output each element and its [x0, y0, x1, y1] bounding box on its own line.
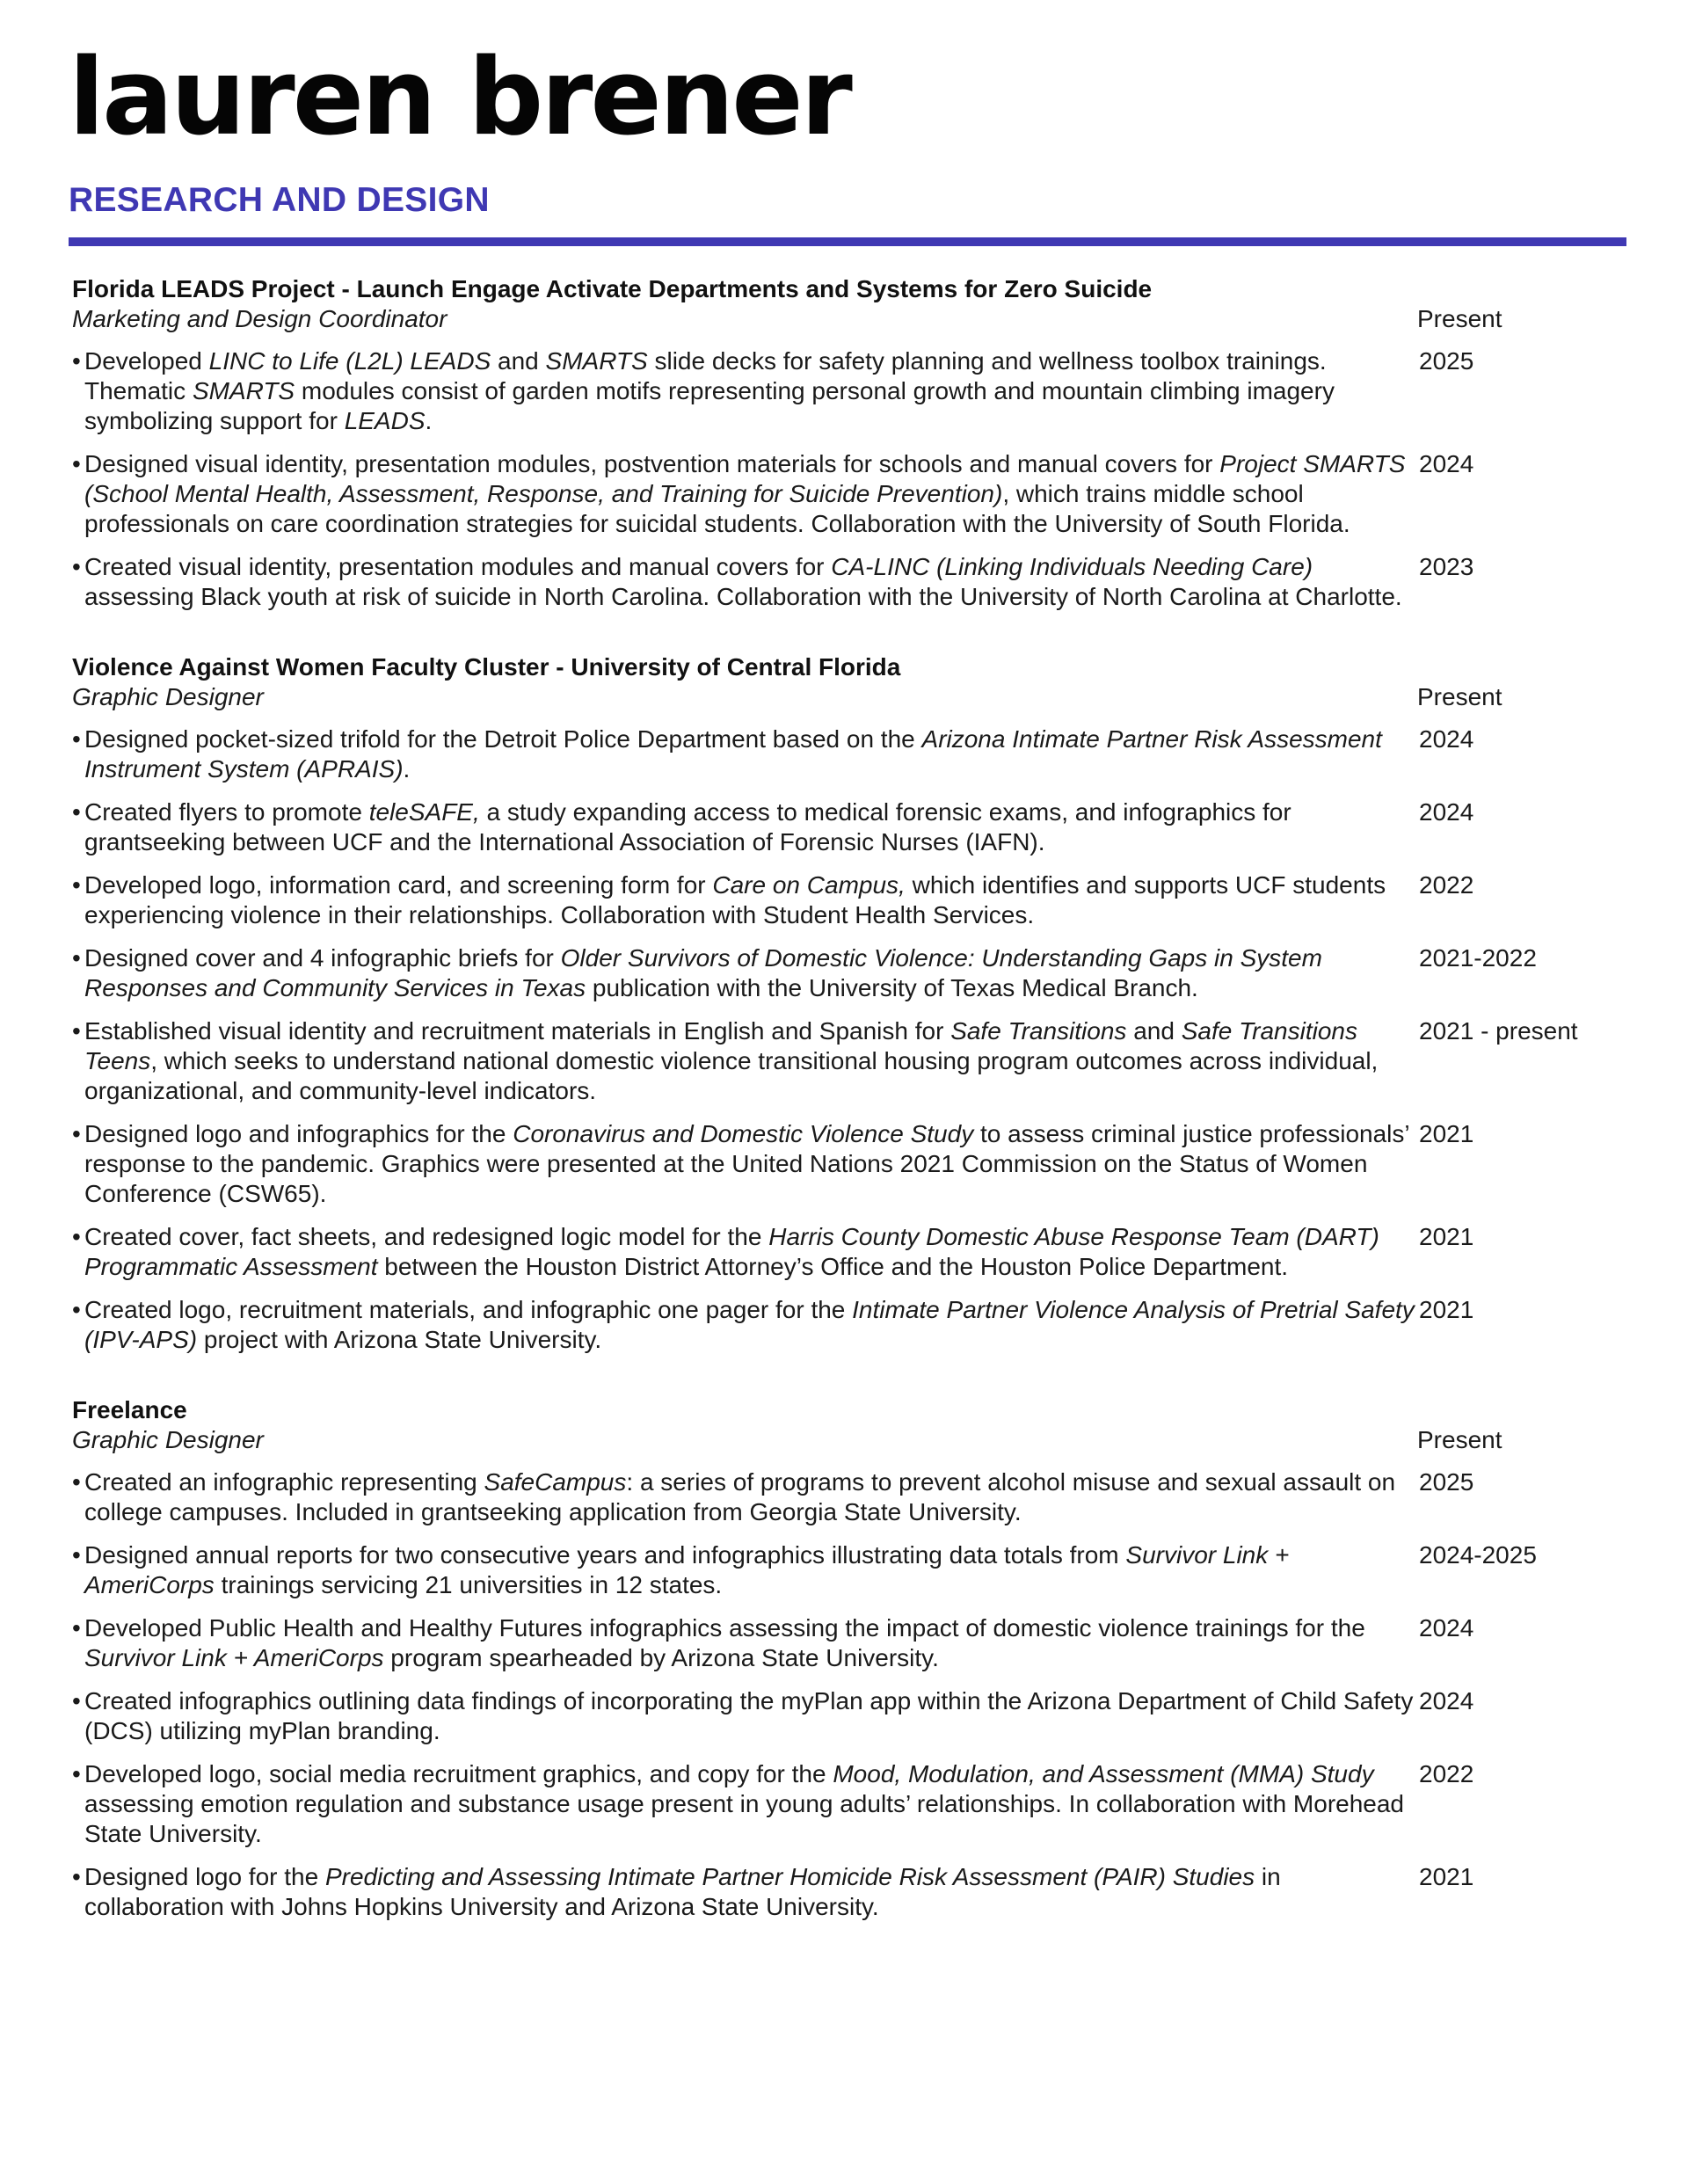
italic-title: Project SMARTS (School Mental Health, Assessment, Response, and Training for Suicide Prevention) — [84, 450, 1406, 507]
text-run: assessing Black youth at risk of suicide in North Carolina. Collaboration with the University of North Carolina at Charlotte. — [84, 583, 1402, 610]
text-run: and — [1126, 1017, 1182, 1045]
entry-year: 2024 — [1419, 725, 1474, 753]
entry-description — [84, 724, 1419, 784]
entry-year: 2024-2025 — [1419, 1541, 1537, 1569]
resume-content — [72, 274, 1602, 1935]
italic-title: Harris County Domestic Abuse Response Team (DART) Programmatic Assessment — [84, 1223, 1379, 1280]
text-run: to assess criminal justice professionals’ response to the pandemic. Graphics were presented at the United Nations 2021 Commission on the Status of Women Conference (CSW65). — [84, 1120, 1409, 1207]
entry-description — [84, 1540, 1419, 1600]
bullet-icon: • — [72, 1863, 81, 1890]
italic-title: Predicting and Assessing Intimate Partner Homicide Risk Assessment (PAIR) Studies — [324, 1863, 1255, 1890]
entry-item — [72, 870, 1602, 930]
italic-title: Survivor Link + AmeriCorps — [84, 1644, 384, 1671]
text-run: : a series of programs to prevent alcohol misuse and sexual assault on college campuses. Included in grantseeking application from Georgia State University. — [84, 1468, 1396, 1525]
resume-subtitle: RESEARCH AND DESIGN — [69, 181, 490, 219]
text-run: a study expanding access to medical forensic exams, and infographics for grantseeking between UCF and the International Association of Forensic Nurses (IAFN). — [84, 798, 1291, 855]
italic-title: Care on Campus, — [712, 871, 906, 899]
italic-title: SafeCampus — [484, 1468, 627, 1496]
italic-title: Safe Transitions Teens — [84, 1017, 1357, 1074]
entry-list — [72, 724, 1602, 1355]
entry-item — [72, 1686, 1602, 1746]
bullet-icon: • — [72, 871, 81, 899]
bullet-icon: • — [72, 1541, 81, 1569]
entry-year: 2021-2022 — [1419, 944, 1537, 972]
text-run: Created flyers to promote — [84, 798, 369, 826]
text-run: which identifies and supports UCF students experiencing violence in their relationships. Collaboration with Student Health Services. — [84, 871, 1386, 928]
entry-description — [84, 943, 1419, 1003]
text-run: trainings servicing 21 universities in 12 states. — [214, 1571, 723, 1598]
entry-year: 2024 — [1419, 1687, 1474, 1714]
experience-section — [72, 652, 1602, 1355]
text-run: Created infographics outlining data findings of incorporating the myPlan app within the Arizona Department of Child Safety (DCS) utilizing myPlan branding. — [84, 1687, 1414, 1744]
entry-description — [84, 1119, 1419, 1209]
entry-item — [72, 346, 1602, 436]
bullet-icon: • — [72, 450, 81, 477]
entry-item — [72, 1613, 1602, 1673]
italic-title: Mood, Modulation, and Assessment (MMA) Study — [833, 1760, 1374, 1787]
entry-description — [84, 1016, 1419, 1106]
entry-description — [84, 1613, 1419, 1673]
text-run: Designed pocket-sized trifold for the Detroit Police Department based on the — [84, 725, 922, 753]
italic-title: Intimate Partner Violence Analysis of Pretrial Safety (IPV-APS) — [84, 1296, 1415, 1353]
text-run: Created an infographic representing — [84, 1468, 484, 1496]
text-run: Designed cover and 4 infographic briefs for — [84, 944, 561, 972]
entry-item — [72, 1119, 1602, 1209]
text-run: project with Arizona State University. — [197, 1326, 602, 1353]
entry-description — [84, 1295, 1419, 1355]
italic-title: LINC to Life (L2L) LEADS — [208, 347, 491, 375]
text-run: . — [425, 407, 433, 434]
bullet-icon: • — [72, 347, 81, 375]
entry-item — [72, 1759, 1602, 1849]
role-period: Present — [1417, 305, 1502, 332]
entry-year: 2024 — [1419, 450, 1474, 477]
text-run: Created visual identity, presentation modules and manual covers for — [84, 553, 832, 580]
role-title: Marketing and Design Coordinator — [72, 305, 447, 332]
bullet-icon: • — [72, 1760, 81, 1787]
entry-item — [72, 1016, 1602, 1106]
text-run: Created cover, fact sheets, and redesigned logic model for the — [84, 1223, 769, 1250]
role-period: Present — [1417, 1426, 1502, 1453]
text-run: Developed logo, information card, and screening form for — [84, 871, 713, 899]
text-run: , which seeks to understand national domestic violence transitional housing program outcomes across individual, organizational, and community-level indicators. — [84, 1047, 1379, 1104]
text-run: Established visual identity and recruitment materials in English and Spanish for — [84, 1017, 951, 1045]
text-run: Developed logo, social media recruitment graphics, and copy for the — [84, 1760, 833, 1787]
entry-year: 2021 — [1419, 1223, 1474, 1250]
entry-description — [84, 1862, 1419, 1922]
text-run: modules consist of garden motifs representing personal growth and mountain climbing imagery symbolizing support for — [84, 377, 1335, 434]
bullet-icon: • — [72, 725, 81, 753]
text-run: . — [403, 755, 411, 783]
bullet-icon: • — [72, 798, 81, 826]
entry-year: 2025 — [1419, 347, 1474, 375]
entry-year: 2023 — [1419, 553, 1474, 580]
text-run: Developed — [84, 347, 209, 375]
text-run: publication with the University of Texas Medical Branch. — [586, 974, 1198, 1001]
entry-description — [84, 1467, 1419, 1527]
text-run: Designed logo for the — [84, 1863, 325, 1890]
bullet-icon: • — [72, 1296, 81, 1323]
entry-year: 2021 — [1419, 1863, 1474, 1890]
entry-description — [84, 797, 1419, 857]
text-run: program spearheaded by Arizona State University. — [383, 1644, 939, 1671]
bullet-icon: • — [72, 1614, 81, 1642]
text-run: Designed annual reports for two consecutive years and infographics illustrating data totals from — [84, 1541, 1126, 1569]
text-run: Designed logo and infographics for the — [84, 1120, 513, 1147]
bullet-icon: • — [72, 1223, 81, 1250]
entry-item — [72, 1862, 1602, 1922]
entry-year: 2025 — [1419, 1468, 1474, 1496]
bullet-icon: • — [72, 1687, 81, 1714]
role-row — [72, 1425, 1602, 1455]
entry-item — [72, 797, 1602, 857]
section-title: Florida LEADS Project - Launch Engage Activate Departments and Systems for Zero Suicide — [72, 275, 1153, 302]
role-title: Graphic Designer — [72, 1426, 264, 1453]
role-title: Graphic Designer — [72, 683, 264, 710]
italic-title: LEADS — [344, 407, 426, 434]
entry-description — [84, 449, 1419, 539]
bullet-icon: • — [72, 944, 81, 972]
italic-title: Safe Transitions — [950, 1017, 1127, 1045]
bullet-icon: • — [72, 1017, 81, 1045]
role-row — [72, 682, 1602, 712]
italic-title: CA-LINC (Linking Individuals Needing Care) — [831, 553, 1313, 580]
text-run: between the Houston District Attorney’s Office and the Houston Police Department. — [377, 1253, 1289, 1280]
entry-year: 2021 - present — [1419, 1017, 1578, 1045]
bullet-icon: • — [72, 553, 81, 580]
italic-title: Older Survivors of Domestic Violence: Understanding Gaps in System Responses and Community Services in Texas — [84, 944, 1322, 1001]
entry-item — [72, 449, 1602, 539]
entry-list — [72, 1467, 1602, 1922]
resume-name: lauren brener — [69, 37, 850, 159]
entry-year: 2022 — [1419, 1760, 1474, 1787]
entry-description — [84, 1686, 1419, 1746]
italic-title: Arizona Intimate Partner Risk Assessment Instrument System (APRAIS) — [84, 725, 1382, 783]
text-run: in collaboration with Johns Hopkins University and Arizona State University. — [84, 1863, 1281, 1920]
text-run: and — [491, 347, 546, 375]
entry-item — [72, 1540, 1602, 1600]
section-title: Violence Against Women Faculty Cluster - University of Central Florida — [72, 653, 901, 681]
italic-title: Survivor Link + AmeriCorps — [84, 1541, 1290, 1598]
text-run: Developed Public Health and Healthy Futures infographics assessing the impact of domestic violence trainings for the — [84, 1614, 1365, 1642]
entry-item — [72, 552, 1602, 612]
bullet-icon: • — [72, 1468, 81, 1496]
entry-year: 2024 — [1419, 1614, 1474, 1642]
entry-item — [72, 1222, 1602, 1282]
entry-description — [84, 552, 1419, 612]
experience-section — [72, 274, 1602, 612]
entry-year: 2021 — [1419, 1120, 1474, 1147]
entry-item — [72, 1295, 1602, 1355]
text-run: slide decks for safety planning and wellness toolbox trainings. Thematic — [84, 347, 1327, 404]
entry-year: 2021 — [1419, 1296, 1474, 1323]
header-divider — [69, 237, 1626, 246]
text-run: , which trains middle school professionals on care coordination strategies for suicidal students. Collaboration with the University of South Florida. — [84, 480, 1350, 537]
italic-title: Coronavirus and Domestic Violence Study — [513, 1120, 974, 1147]
entry-description — [84, 870, 1419, 930]
entry-year: 2024 — [1419, 798, 1474, 826]
entry-item — [72, 1467, 1602, 1527]
italic-title: SMARTS — [545, 347, 648, 375]
entry-description — [84, 346, 1419, 436]
text-run: assessing emotion regulation and substance usage present in young adults’ relationships. In collaboration with Morehead State University. — [84, 1790, 1405, 1847]
text-run: Designed visual identity, presentation modules, postvention materials for schools and manual covers for — [84, 450, 1220, 477]
role-period: Present — [1417, 683, 1502, 710]
text-run: Created logo, recruitment materials, and infographic one pager for the — [84, 1296, 853, 1323]
section-title: Freelance — [72, 1396, 187, 1423]
entry-description — [84, 1759, 1419, 1849]
entry-list — [72, 346, 1602, 612]
entry-year: 2022 — [1419, 871, 1474, 899]
entry-item — [72, 943, 1602, 1003]
entry-item — [72, 724, 1602, 784]
italic-title: SMARTS — [192, 377, 295, 404]
italic-title: teleSAFE, — [368, 798, 480, 826]
entry-description — [84, 1222, 1419, 1282]
role-row — [72, 304, 1602, 334]
experience-section — [72, 1395, 1602, 1922]
bullet-icon: • — [72, 1120, 81, 1147]
